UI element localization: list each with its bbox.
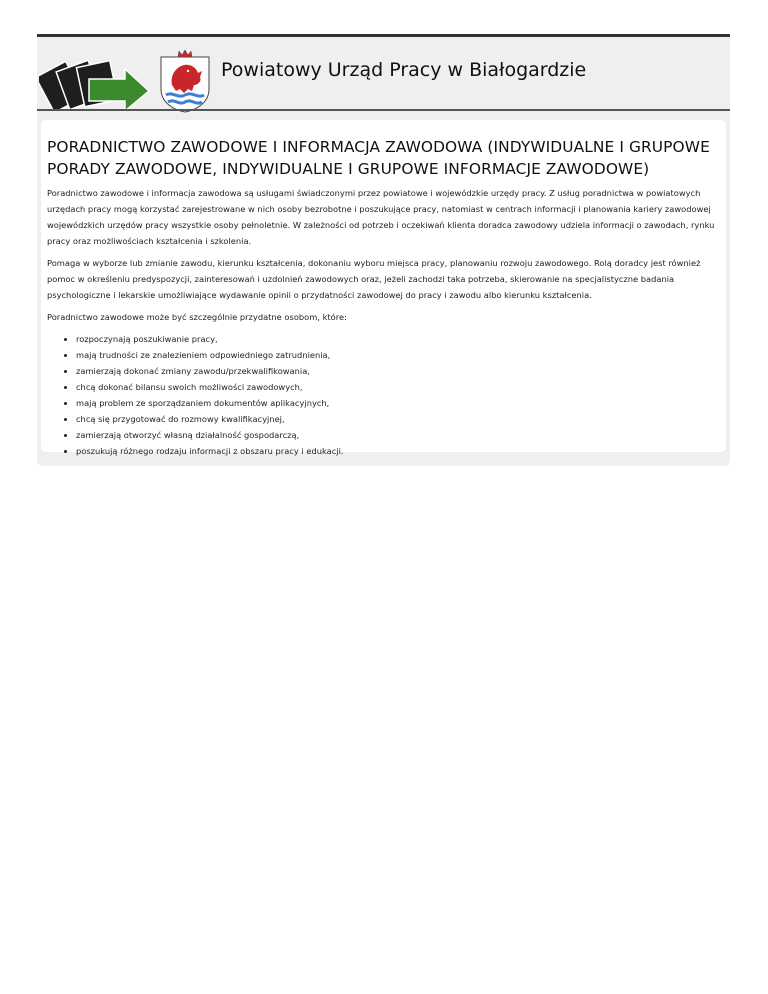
paragraph: Poradnictwo zawodowe może być szczególnie przydatne osobom, które: [47, 312, 347, 322]
paragraph: Poradnictwo zawodowe i informacja zawodowa są usługami świadczonymi przez powiatowe i wojewódzkie urzędy pracy. Z usług poradnictwa w powiatowych urzędach pracy mogą korzystać zarejestrowane w nich osoby bezrobotne i poszukujące pracy, natomiast w centrach informacji i planowania kariery zawodowej wojewódzkich urzędów pracy wszystkie osoby pełnoletnie. W zależności od potrzeb i oczekiwań klienta doradca zawodowy udziela informacji o zawodach, rynku pracy oraz możliwościach kształcenia i szkolenia. [47, 188, 715, 246]
page-title: PORADNICTWO ZAWODOWE I INFORMACJA ZAWODOWA (INDYWIDUALNE I GRUPOWE PORADY ZAWODOWE, INDYWIDUALNE I GRUPOWE INFORMACJE ZAWODOWE) [47, 138, 710, 178]
list-item: • mają trudności ze znalezieniem odpowiedniego zatrudnienia, [76, 347, 717, 363]
site-header [37, 37, 730, 111]
target-groups-list [47, 331, 717, 459]
list-item: • chcą dokonać bilansu swoich możliwości zawodowych, [76, 379, 717, 395]
cards-arrow-logo-icon[interactable] [39, 49, 151, 111]
list-item: • zamierzają dokonać zmiany zawodu/przekwalifikowania, [76, 363, 717, 379]
paragraph: Pomaga w wyborze lub zmianie zawodu, kierunku kształcenia, dokonaniu wyboru miejsca pracy, planowaniu rozwoju zawodowego. Rolą doradcy jest również pomoc w określeniu predyspozycji, zainteresowań i uzdolnień zawodowych oraz, jeżeli zachodzi taka potrzeba, skierowanie na specjalistyczne badania psychologiczne i lekarskie umożliwiające wydawanie opinii o przydatności zawodowej do pracy i zawodu albo kierunku kształcenia. [47, 258, 701, 300]
list-item: • rozpoczynają poszukiwanie pracy, [76, 331, 717, 347]
site-title[interactable]: Powiatowy Urząd Pracy w Białogardzie [221, 59, 587, 81]
griffin-crest-icon[interactable] [158, 47, 212, 113]
list-item: • chcą się przygotować do rozmowy kwalifikacyjnej, [76, 411, 717, 427]
header-divider [37, 109, 730, 111]
list-item: • poszukują różnego rodzaju informacji z obszaru pracy i edukacji. [76, 443, 717, 459]
article [47, 136, 717, 459]
list-item: • zamierzają otworzyć własną działalność gospodarczą, [76, 427, 717, 443]
page-wrapper [37, 34, 730, 466]
list-item: • mają problem ze sporządzaniem dokumentów aplikacyjnych, [76, 395, 717, 411]
content-card [41, 120, 726, 456]
